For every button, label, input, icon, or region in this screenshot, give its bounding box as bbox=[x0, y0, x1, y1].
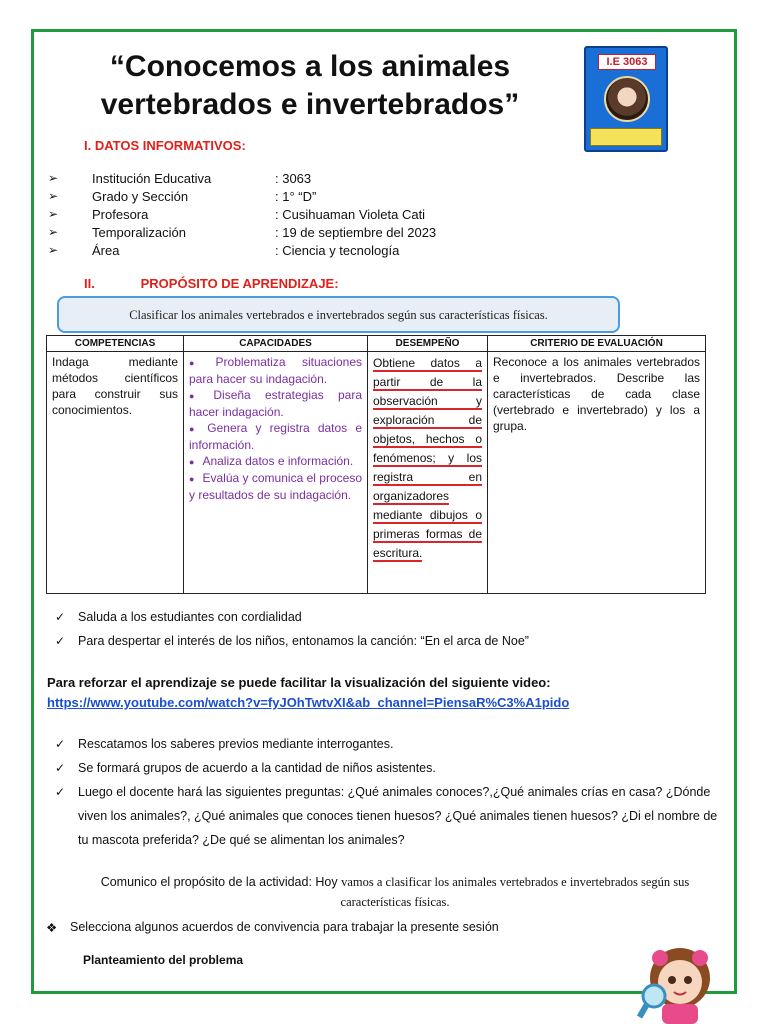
video-link[interactable]: https://www.youtube.com/watch?v=fyJOhTwtvXI&ab_channel=PiensaR%C3%A1pido bbox=[47, 695, 570, 710]
section-datos-informativos: I. DATOS INFORMATIVOS: bbox=[84, 138, 246, 153]
arrow-bullet-icon: ➢ bbox=[48, 243, 59, 257]
table-header-row bbox=[47, 336, 706, 352]
capacidad-text: Problematiza situaciones para hacer su indagación. bbox=[189, 355, 362, 386]
header-competencias: COMPETENCIAS bbox=[47, 336, 184, 352]
info-row bbox=[48, 223, 436, 241]
agreement-text: Selecciona algunos acuerdos de convivencia para trabajar la presente sesión bbox=[70, 920, 499, 934]
list-item bbox=[55, 629, 529, 653]
info-value: : 3063 bbox=[275, 170, 312, 186]
table-row bbox=[47, 352, 706, 594]
desempeno-text: Obtiene datos a partir de la observación y exploración de objetos, hechos o fenómenos; y los registra en organizadores mediante dibujos o primeras formas de escritura. bbox=[373, 356, 482, 560]
section-number: II. bbox=[84, 276, 95, 291]
agreement-item bbox=[46, 920, 499, 935]
cell-capacidades bbox=[184, 352, 368, 594]
bullet-icon: ● bbox=[189, 358, 208, 368]
list-item bbox=[55, 756, 725, 780]
check-text: Saluda a los estudiantes con cordialidad bbox=[78, 610, 302, 624]
section-title: PROPÓSITO DE APRENDIZAJE: bbox=[140, 276, 339, 291]
info-value: : Ciencia y tecnología bbox=[275, 242, 400, 258]
girl-magnifier-illustration bbox=[632, 938, 724, 1024]
bullet-icon: ● bbox=[189, 424, 200, 434]
problem-heading: Planteamiento del problema bbox=[83, 953, 244, 967]
school-logo bbox=[584, 46, 668, 152]
checkmark-icon: ✓ bbox=[55, 761, 66, 775]
arrow-bullet-icon: ➢ bbox=[48, 189, 59, 203]
logo-banner bbox=[590, 128, 662, 146]
header-capacidades: CAPACIDADES bbox=[184, 336, 368, 352]
list-item bbox=[55, 732, 725, 756]
capacidad-text: Analiza datos e información. bbox=[202, 454, 354, 468]
arrow-bullet-icon: ➢ bbox=[48, 225, 59, 239]
page-title: “Conocemos a los animales vertebrados e invertebrados” bbox=[100, 50, 520, 121]
bullet-icon: ● bbox=[189, 457, 195, 467]
capacidad-text: Evalúa y comunica el proceso y resultados de su indagación. bbox=[189, 471, 362, 502]
cell-criterio: Reconoce a los animales vertebrados e invertebrados. Describe las características de cada clase (vertebrado e invertebrado) y los a grupa. bbox=[488, 352, 706, 594]
check-text: Luego el docente hará las siguientes preguntas: ¿Qué animales conoces?,¿Qué animales crías en casa? ¿Dónde viven los animales?, ¿Qué animales que conoces tienen huesos? ¿Qué animales tienen huesos? ¿Di el nombre de tu mascota preferida? ¿De qué se alimentan los animales? bbox=[78, 785, 718, 847]
info-value: : 1° “D” bbox=[275, 188, 317, 204]
info-row bbox=[48, 169, 436, 187]
checkmark-icon: ✓ bbox=[55, 785, 66, 799]
list-item bbox=[55, 605, 529, 629]
list-item bbox=[55, 780, 725, 852]
arrow-bullet-icon: ➢ bbox=[48, 171, 59, 185]
header-desempeno: DESEMPEÑO bbox=[368, 336, 488, 352]
info-row bbox=[48, 241, 436, 259]
cell-desempeno bbox=[368, 352, 488, 594]
list-item bbox=[189, 420, 362, 453]
info-label: Área bbox=[92, 242, 120, 258]
check-text: Para despertar el interés de los niños, entonamos la canción: “En el arca de Noe” bbox=[78, 634, 529, 648]
header-criterio: CRITERIO DE EVALUACIÓN bbox=[488, 336, 706, 352]
info-label: Grado y Sección bbox=[92, 188, 189, 204]
checkmark-icon: ✓ bbox=[55, 610, 66, 624]
communicate-body: vamos a clasificar los animales vertebrados e invertebrados según sus características físicas. bbox=[340, 875, 690, 909]
checklist-intro bbox=[55, 605, 529, 653]
info-row bbox=[48, 205, 436, 223]
list-item bbox=[189, 387, 362, 420]
bullet-icon: ● bbox=[189, 391, 206, 401]
cell-competencia: Indaga mediante métodos científicos para construir sus conocimientos. bbox=[47, 352, 184, 594]
check-text: Rescatamos los saberes previos mediante interrogantes. bbox=[78, 737, 394, 751]
checkmark-icon: ✓ bbox=[55, 737, 66, 751]
list-item bbox=[189, 453, 362, 470]
checkmark-icon: ✓ bbox=[55, 634, 66, 648]
info-label: Temporalización bbox=[92, 224, 186, 240]
info-label: Institución Educativa bbox=[92, 170, 212, 186]
check-text: Se formará grupos de acuerdo a la cantidad de niños asistentes. bbox=[78, 761, 436, 775]
info-row bbox=[48, 187, 436, 205]
section-proposito bbox=[84, 276, 339, 291]
competencies-table bbox=[46, 335, 706, 594]
purpose-box: Clasificar los animales vertebrados e invertebrados según sus características físicas. bbox=[57, 296, 620, 333]
video-title: Para reforzar el aprendizaje se puede facilitar la visualización del siguiente video: bbox=[47, 675, 551, 690]
info-list bbox=[48, 169, 436, 259]
list-item bbox=[189, 354, 362, 387]
capacidad-text: Genera y registra datos e información. bbox=[189, 421, 363, 452]
bullet-icon: ● bbox=[189, 474, 195, 484]
info-label: Profesora bbox=[92, 206, 149, 222]
info-value: : Cusihuaman Violeta Cati bbox=[275, 206, 426, 222]
capacidad-text: Diseña estrategias para hacer indagación. bbox=[189, 388, 362, 419]
list-item bbox=[189, 470, 362, 503]
info-value: : 19 de septiembre del 2023 bbox=[275, 224, 437, 240]
communicate-lead: Comunico el propósito de la actividad: Hoy bbox=[100, 875, 338, 889]
portrait-icon bbox=[604, 76, 650, 122]
logo-label: I.E 3063 bbox=[598, 54, 656, 70]
checklist-activities bbox=[55, 732, 725, 852]
diamond-bullet-icon: ❖ bbox=[46, 921, 58, 935]
communicate-purpose bbox=[70, 872, 720, 912]
arrow-bullet-icon: ➢ bbox=[48, 207, 59, 221]
